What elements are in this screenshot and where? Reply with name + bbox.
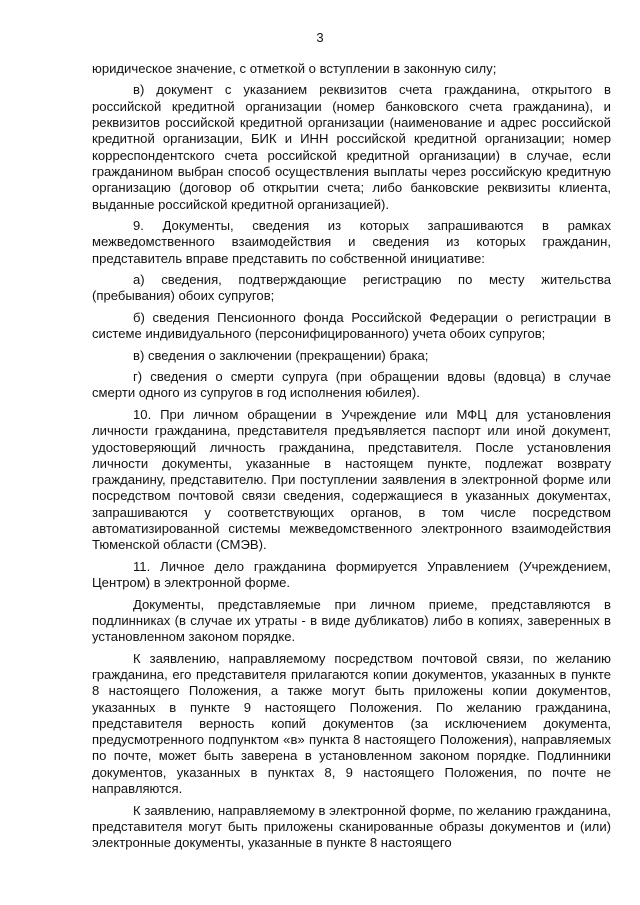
paragraph-continuation: юридическое значение, с отметкой о вступлении в законную силу;	[92, 61, 497, 76]
paragraph-11-personal-file: 11. Личное дело гражданина формируется Управлением (Учреждением, Центром) в электронной форме.	[92, 558, 611, 591]
paragraph-9b-pension-fund: б) сведения Пенсионного фонда Российской Федерации о регистрации в системе индивидуального (персонифицированного) учета обоих супругов;	[92, 309, 611, 342]
page-number: 3	[316, 30, 324, 45]
paragraph-originals: Документы, представляемые при личном приеме, представляются в подлинниках (в случае их утраты - в виде дубликатов) либо в копиях, заверенных в установленном законом порядке.	[92, 596, 611, 645]
paragraph-9-interagency-documents: 9. Документы, сведения из которых запрашиваются в рамках межведомственного взаимодействия и сведения из которых гражданин, представитель вправе представить по собственной инициативе:	[92, 218, 611, 266]
paragraph-8v-bank-details: в) документ с указанием реквизитов счета гражданина, открытого в российской кредитной организации (номер банковского счета гражданина), и реквизитов российской кредитной организации (наименование и адрес российской кредитной организации, БИК и ИНН российской кредитной организации; номер корреспондентского счета российской кредитной организации) в случае, если гражданином выбран способ осуществления выплаты через российскую кредитную организацию (договор об открытии счета; либо банковские реквизиты клиента, выданные российской кредитной организацией).	[92, 82, 611, 212]
document-body	[92, 61, 611, 857]
paragraph-9v-marriage: в) сведения о заключении (прекращении) брака;	[133, 347, 429, 363]
paragraph-9a-registration: а) сведения, подтверждающие регистрацию по месту жительства (пребывания) обоих супругов;	[92, 272, 611, 304]
paragraph-10-identity: 10. При личном обращении в Учреждение или МФЦ для установления личности гражданина, представителя предъявляется паспорт или иной документ, удостоверяющий личность гражданина, представителя. После установления личности документы, указанные в настоящем пункте, подлежат возврату гражданину, представителю. При поступлении заявления в электронной форме или посредством почтовой связи сведения, содержащиеся в указанных документах, запрашиваются у соответствующих органов, в том числе посредством автоматизированной системы межведомственного электронного взаимодействия Тюменской области (СМЭВ).	[92, 406, 611, 553]
paragraph-9g-death: г) сведения о смерти супруга (при обращении вдовы (вдовца) в случае смерти одного из супругов в год исполнения юбилея).	[92, 369, 611, 401]
paragraph-postal: К заявлению, направляемому посредством почтовой связи, по желанию гражданина, его представителя прилагаются копии документов, указанных в пункте 8 настоящего Положения, а также могут быть приложены копии документов, указанных в пункте 9 настоящего Положения. По желанию гражданина, представителя верность копий документов (за исключением документа, предусмотренного подпунктом «в» пункта 8 настоящего Положения), направляемых по почте, может быть заверена в установленном законом порядке. Подлинники документов, указанных в пунктах 8, 9 настоящего Положения, по почте не направляются.	[92, 650, 611, 797]
paragraph-electronic: К заявлению, направляемому в электронной форме, по желанию гражданина, представителя могут быть приложены сканированные образы документов и (или) электронные документы, указанные в пункте 8 настоящего	[92, 802, 611, 851]
